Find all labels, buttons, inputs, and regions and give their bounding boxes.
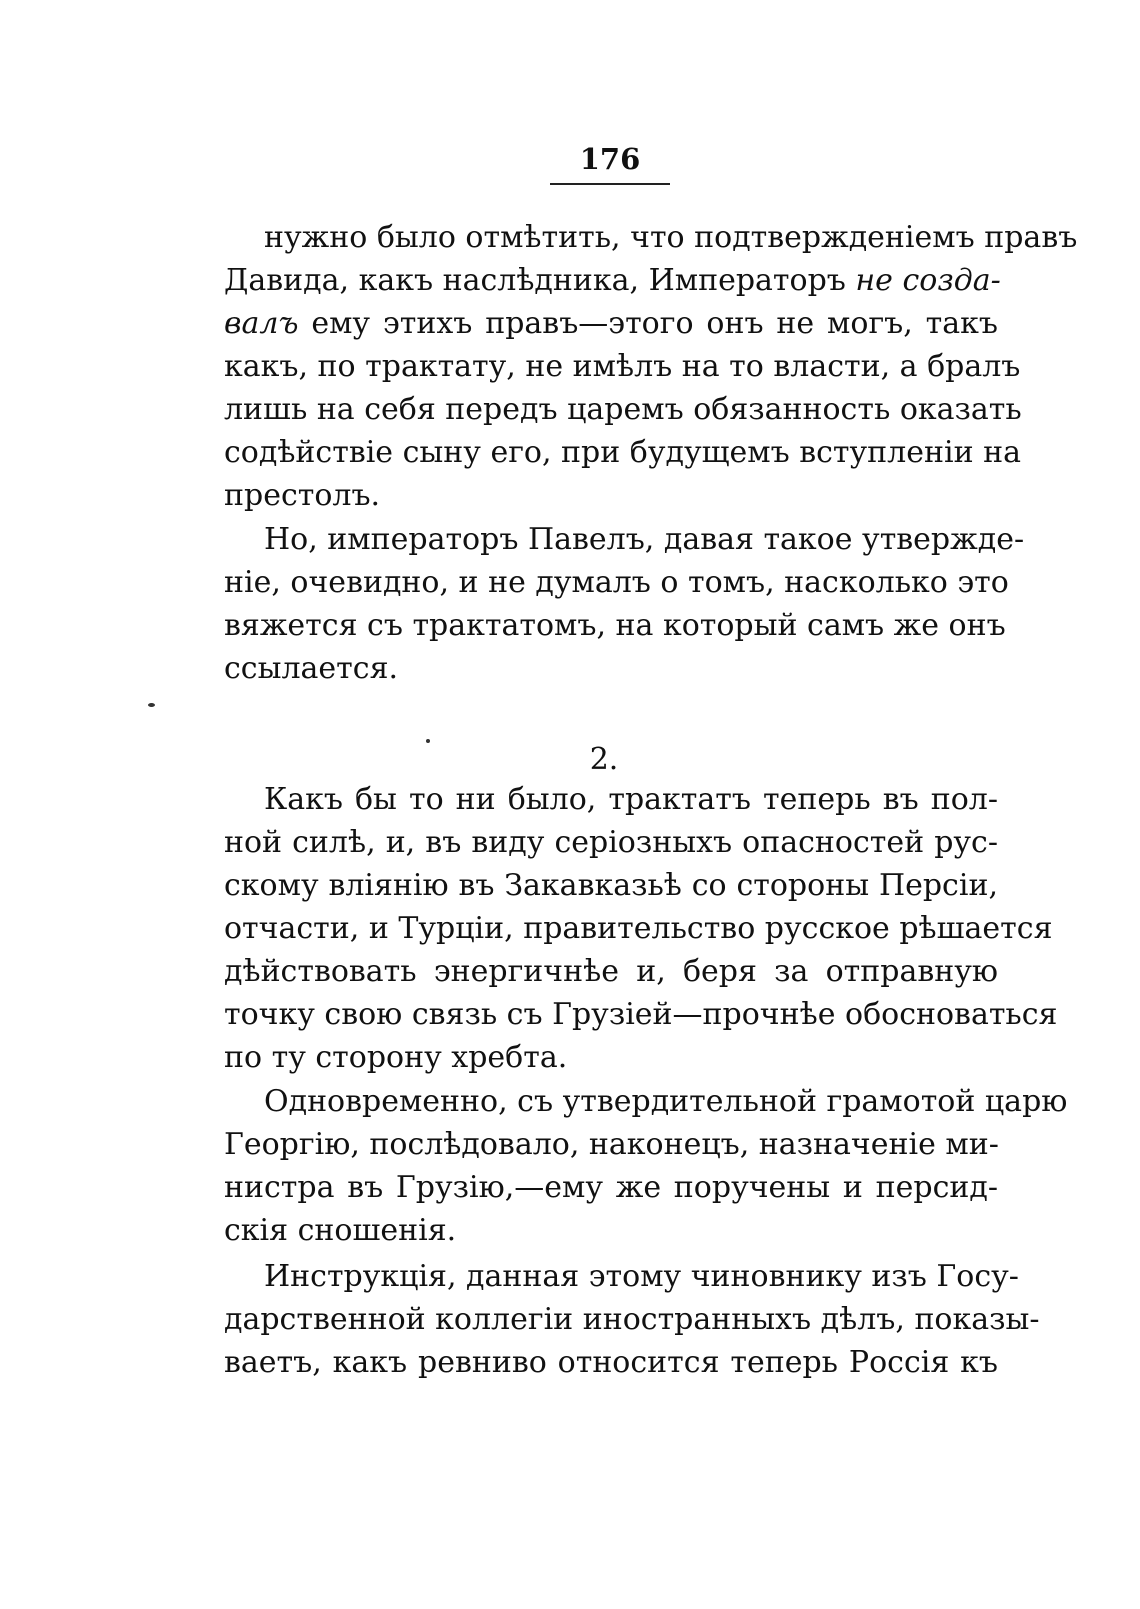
text-line: Но, императоръ Павелъ, давая такое утвержде- <box>264 522 1025 557</box>
italic-run: валъ <box>224 306 299 341</box>
text-line: скія сношенія. <box>224 1213 457 1248</box>
text-line: ной силѣ, и, въ виду серіозныхъ опасностей рус- <box>224 825 998 860</box>
text-line: Одновременно, съ утвердительной грамотой царю <box>264 1084 1068 1119</box>
text-line: Георгію, послѣдовало, наконецъ, назначеніе ми- <box>224 1127 999 1162</box>
text-line: дарственной коллегіи иностранныхъ дѣлъ, показы- <box>224 1302 1040 1337</box>
text-line: престолъ. <box>224 478 381 513</box>
text-line: вяжется съ трактатомъ, на который самъ же онъ <box>224 608 1006 643</box>
text-line: лишь на себя передъ царемъ обязанность оказать <box>224 392 1022 427</box>
text-line: какъ, по трактату, не имѣлъ на то власти, а бралъ <box>224 349 1021 384</box>
italic-run: не созда- <box>855 263 1001 298</box>
text-line: ніе, очевидно, и не думалъ о томъ, насколько это <box>224 565 1009 600</box>
text-line: ваетъ, какъ ревниво относится теперь Россія къ <box>224 1345 998 1380</box>
text-run: Давида, какъ наслѣдника, Императоръ <box>224 263 856 298</box>
text-line: дѣйствовать энергичнѣе и, беря за отправную <box>224 954 998 989</box>
text-line: Какъ бы то ни было, трактатъ теперь въ пол- <box>264 782 998 817</box>
text-line: отчасти, и Турціи, правительство русское рѣшается <box>224 911 1053 946</box>
section-number: 2. <box>589 742 619 777</box>
text-line: нистра въ Грузію,—ему же поручены и персид- <box>224 1170 998 1205</box>
text-line: нужно было отмѣтить, что подтвержденіемъ правъ <box>264 220 1078 255</box>
text-line: по ту сторону хребта. <box>224 1040 568 1075</box>
text-line <box>224 304 998 344</box>
scan-speck <box>148 703 155 707</box>
text-run: ему этихъ правъ—этого онъ не могъ, такъ <box>298 306 998 341</box>
text-line: Инструкція, данная этому чиновнику изъ Госу- <box>264 1259 1019 1294</box>
text-line: содѣйствіе сыну его, при будущемъ вступленіи на <box>224 435 1021 470</box>
text-line: ссылается. <box>224 651 399 686</box>
text-line <box>224 261 1001 301</box>
text-line: точку свою связь съ Грузіей—прочнѣе обосноваться <box>224 997 1058 1032</box>
text-line: скому вліянію въ Закавказьѣ со стороны Персіи, <box>224 868 998 903</box>
scan-speck <box>426 739 430 743</box>
page-number: 176 <box>579 142 641 176</box>
header-rule <box>550 183 670 185</box>
